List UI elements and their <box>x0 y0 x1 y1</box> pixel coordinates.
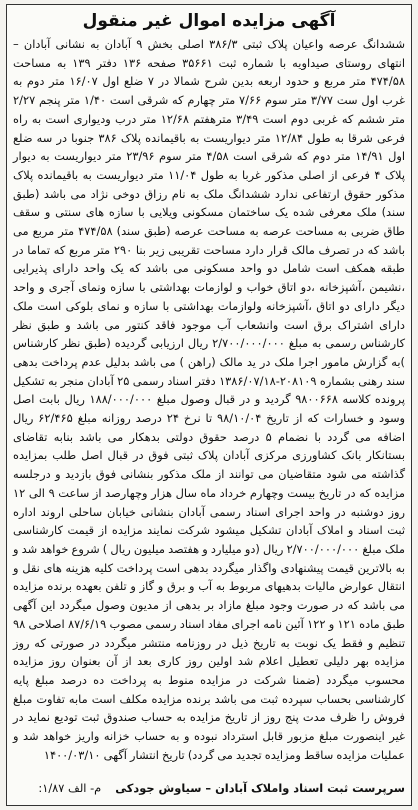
notice-signature-line <box>7 779 411 797</box>
notice-page <box>6 4 412 806</box>
notice-code: م- الف ۱/۸۷: <box>38 781 102 795</box>
notice-signature: سرپرست ثبت اسناد واملاک آبادان – سیاوش جودکی <box>115 781 405 795</box>
notice-title: آگهی مزایده اموال غیر منقول <box>82 11 336 31</box>
notice-body: ششدانگ عرصه واعیان پلاک ثبتی ۳۸۶/۳ اصلی بخش ۹ آبادان به نشانی آبادان – انتهای روستای صیداویه با شماره ثبت ۳۵۶۶۱ صفحه ۱۳۶ دفتر ۱۳۹ به مساحت ۴۷۴/۵۸ متر مربع و حدود اربعه بدین شرح شمالا در ۷ ضلع اول ۱۶/۰۷ متر دوم به غرب اول ست ۳/۷۷ متر سوم ۷/۶۶ متر چهارم که شرقی است ۱/۴۰ متر پنجم ۲/۲۷ متر ششم که غربی دوم است ۳/۴۹ مترهفتم ۱۲/۶۸ متر درب ودیواری است به راه فرعی شرقا به طول ۱۲/۸۴ متر دیواریست به باقیمانده پلاک ۳۸۶ جنوبا در سه ضلع اول ۱۴/۹۱ متر دوم که شرقی است ۴/۵۸ متر سوم ۲۳/۹۶ متر دیواریست به دیوار پلاک ۴ فرعی از اصلی مذکور غربا به طول ۱۱/۰۴ متر دیواریست به باقیمانده پلاک مذکور حقوق ارتفاعی ندارد ششدانگ ملک به نام رزاق دوخی نژاد می باشد (طبق سند) ملک معرفی شده یک ساختمان مسکونی ویلایی با سازه های سنتی و سقف طاق ضربی به مساحت عرصه به مساحت عرصه (طبق سند) ۴۷۴/۵۸ متر مربع می باشد که در تصرف مالک قرار دارد مساحت تقریبی زیر بنا ۲۹۰ متر مربع که تماما در طبقه همکف است شامل دو واحد مسکونی می باشد که یک واحد دارای پذیرایی ،نشیمن ،آشپزخانه ،دو اتاق خواب و لوازمات بهداشتی با سازه ونمای آجری و واحد دیگر دارای دو اتاق ،آشپزخانه ولوازمات بهداشتی با سازه و نمای بلوکی است ملک دارای اشتراک برق است وانشعاب آب موجود فاقد کنتور می باشد و طبق نظر کارشناس رسمی به مبلغ ۲/۷۰۰/۰۰۰/۰۰۰ ریال ارزیابی گردیده (طبق نظر کارشناس )به گزارش مامور اجرا ملک در ید مالک (راهن ) می باشد بدلیل عدم پرداخت بدهی سند رهنی بشماره ۲۰۸۱۰۹-۱۳۸۶/۰۷/۱۸ دفتر اسناد رسمی ۲۵ آبادان منجر به تشکیل پرونده کلاسه ۹۸۰۰۶۶۸ گردید و در قبال وصول مبلغ ۱۸۸/۰۰۰/۰۰۰ ریال بابت اصل وسود و خسارات که از تاریخ ۹۸/۱۰/۰۴ تا نرخ ۲۴ درصد روزانه مبلغ ۶۲/۴۶۵ ریال اضافه می گردد با نضمام ۵ درصد حقوق دولتی بدهکار می باشد بنابه تقاضای بستانکار بانک کشاورزی مرکزی آبادان پلاک ثبتی فوق در قبال اصل طلب بمزایده گذاشته می شود متقاضیان می توانند از ملک مذکور بنشانی فوق بازدید و درجلسه مزایده که در تاریخ بیست وچهارم خرداد ماه سال هزار وچهارصد از ساعت ۹ الی ۱۲ روز دوشنبه در واحد اجرای اسناد رسمی آبادان بنشانی خیابان ساحلی اروند اداره ثبت اسناد و املاک آبادان تشکیل میشود شرکت نمایند مزایده از قیمت کارشناسی ملک مبلغ ۲/۷۰۰/۰۰۰/۰۰۰ ریال (دو میلیارد و هفتصد میلیون ریال ) شروع خواهد شد و به بالاترین قیمت پیشنهادی واگذار میگردد بدهی است پرداخت کلیه هزینه های نقل و انتقال عوارض مالیات بدهیهای مربوط به آب و برق و گاز و تلفن بعهده برنده مزایده می باشد که در صورت وجود مبلغ مازاد بر بدهی از مدیون وصول میگردد این آگهی طبق ماده ۱۲۱ و ۱۲۲ آئین نامه اجرای مفاد اسناد رسمی مصوب ۸۷/۶/۱۹ اصلاحی ۹۸ تنظیم و فقط یک نوبت به تاریخ ذیل در روزنامه منتشر میگردد در صورتی که روز مزایده بهر دلیلی تعطیل اعلام شد اولین روز کاری بعد از آن بعنوان روز مزایده محسوب میگردد (ضمنا شرکت در مزایده منوط به پرداخت ده درصد مبلغ پایه کارشناسی بحساب سپرده ثبت می باشد برنده مزایده مکلف است مابه تفاوت مبلغ فروش را ظرف مدت پنج روز از تاریخ مزایده به حساب صندوق ثبت تودیع نماید در غیر اینصورت مبلغ مزبور قابل استرداد نبوده و به حساب خزانه واریز خواهد شد و عملیات مزایده ساقط ومزایده تجدید می گردد) تاریخ انتشار آگهی ۱۴۰۰/۰۳/۱۰ <box>13 37 406 762</box>
